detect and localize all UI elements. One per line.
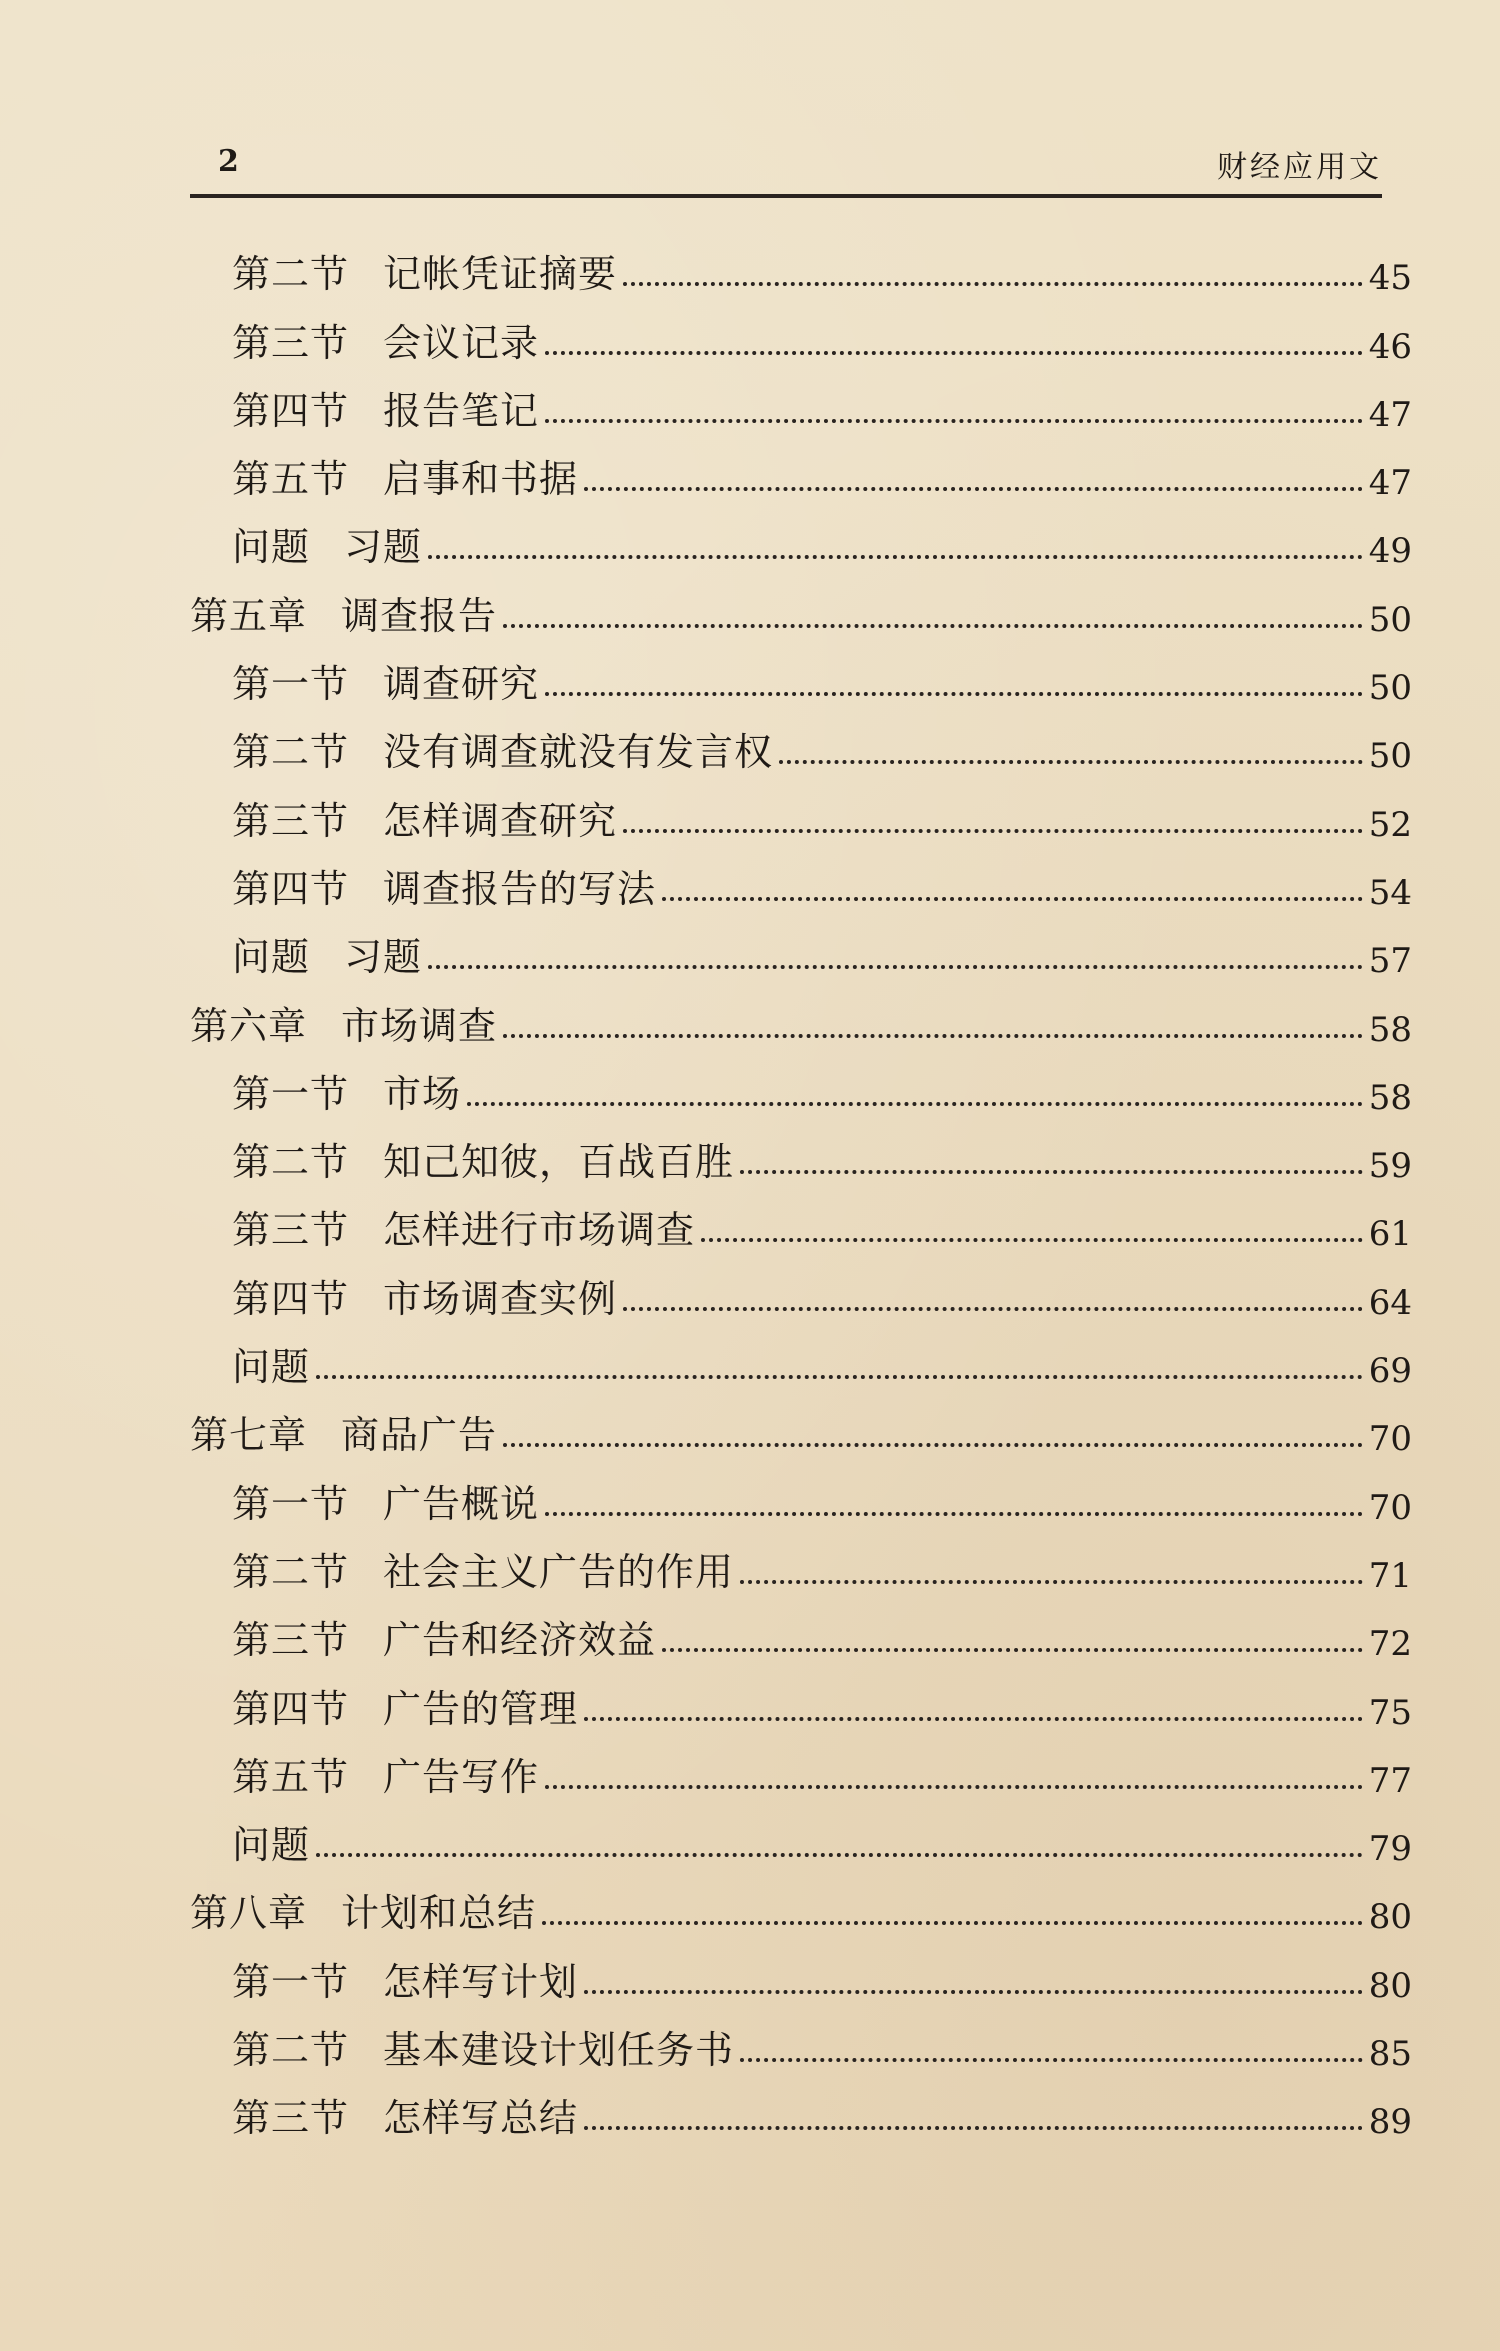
entry-number: 第一节 [232,1481,350,1526]
entry-title: 习题 [344,525,423,570]
toc-section-entry [190,435,1412,503]
entry-page-number: 71 [1368,1555,1412,1596]
entry-number: 第一节 [232,662,350,707]
dot-leader [545,691,1363,696]
toc-section-entry [190,640,1412,708]
toc-section-entry [190,230,1412,298]
entry-number: 第三节 [232,1208,350,1253]
entry-page-number: 70 [1368,1419,1412,1460]
dot-leader [623,281,1363,286]
entry-page-number: 85 [1368,2034,1412,2075]
entry-title: 怎样写计划 [383,1959,579,2004]
entry-page-number: 70 [1368,1487,1412,1528]
entry-number: 问题 [232,1823,311,1868]
dot-leader [545,350,1363,355]
entry-number: 第二节 [232,2028,350,2073]
entry-page-number: 77 [1368,1760,1412,1801]
entry-title: 商品广告 [341,1413,498,1458]
running-header [190,130,1382,198]
entry-title: 市场调查 [341,1003,498,1048]
entry-number: 第五节 [232,1754,350,1799]
entry-number: 问题 [232,935,311,980]
entry-title: 计划和总结 [341,1891,537,1936]
entry-page-number: 47 [1368,463,1412,504]
dot-leader [740,1169,1363,1174]
dot-leader [467,1101,1363,1106]
toc-section-entry [190,1050,1412,1118]
dot-leader [662,1647,1363,1652]
dot-leader [503,1033,1363,1038]
entry-number: 第二节 [232,730,350,775]
entry-title: 报告笔记 [383,388,540,433]
toc-section-entry [190,1937,1412,2005]
entry-title: 市场调查实例 [383,1276,618,1321]
dot-leader [316,1374,1363,1379]
toc-section-entry [190,1596,1412,1664]
toc-section-entry [190,913,1412,981]
entry-title: 基本建设计划任务书 [383,2028,735,2073]
entry-page-number: 54 [1368,872,1412,913]
entry-number: 第一节 [232,1959,350,2004]
entry-page-number: 47 [1368,394,1412,435]
entry-page-number: 50 [1368,599,1412,640]
entry-title: 怎样进行市场调查 [383,1208,696,1253]
toc-section-entry [190,1664,1412,1732]
book-title: 财经应用文 [1217,150,1382,185]
entry-title: 调查研究 [383,662,540,707]
dot-leader [740,2057,1363,2062]
toc-section-entry [190,1118,1412,1186]
entry-title: 广告概说 [383,1481,540,1526]
entry-page-number: 46 [1368,326,1412,367]
entry-number: 问题 [232,525,311,570]
entry-number: 第六章 [190,1003,308,1048]
toc-section-entry [190,1801,1412,1869]
toc-chapter-entry [190,1391,1412,1459]
entry-page-number: 64 [1368,1282,1412,1323]
toc-section-entry [190,503,1412,571]
entry-page-number: 45 [1368,258,1412,299]
toc-section-entry [190,298,1412,366]
entry-page-number: 50 [1368,736,1412,777]
entry-number: 第二节 [232,1549,350,1594]
entry-page-number: 59 [1368,1146,1412,1187]
dot-leader [584,1989,1363,1994]
entry-page-number: 49 [1368,531,1412,572]
dot-leader [779,759,1363,764]
dot-leader [545,1511,1363,1516]
entry-number: 第三节 [232,320,350,365]
entry-number: 第四节 [232,1686,350,1731]
dot-leader [545,418,1363,423]
dot-leader [428,554,1363,559]
entry-title: 怎样调查研究 [383,798,618,843]
toc-section-entry [190,845,1412,913]
toc-chapter-entry [190,571,1412,639]
toc-section-entry [190,1528,1412,1596]
entry-number: 第二节 [232,1140,350,1185]
entry-title: 广告的管理 [383,1686,579,1731]
entry-page-number: 58 [1368,1077,1412,1118]
entry-number: 第八章 [190,1891,308,1936]
toc-chapter-entry [190,981,1412,1049]
toc-section-entry [190,1254,1412,1322]
entry-number: 第三节 [232,798,350,843]
toc-section-entry [190,776,1412,844]
entry-page-number: 50 [1368,668,1412,709]
table-of-contents [190,230,1412,2142]
entry-number: 第四节 [232,1276,350,1321]
entry-page-number: 72 [1368,1624,1412,1665]
toc-section-entry [190,1733,1412,1801]
entry-page-number: 52 [1368,804,1412,845]
entry-number: 第四节 [232,388,350,433]
dot-leader [584,2125,1363,2130]
entry-page-number: 61 [1368,1214,1412,1255]
entry-number: 第七章 [190,1413,308,1458]
toc-chapter-entry [190,1869,1412,1937]
entry-number: 第五节 [232,457,350,502]
entry-page-number: 75 [1368,1692,1412,1733]
entry-page-number: 58 [1368,1009,1412,1050]
entry-title: 调查报告的写法 [383,866,657,911]
dot-leader [584,1716,1363,1721]
entry-title: 市场 [383,1071,462,1116]
dot-leader [316,1852,1363,1857]
entry-page-number: 80 [1368,1897,1412,1938]
toc-section-entry [190,1186,1412,1254]
entry-number: 第五章 [190,593,308,638]
page-number: 2 [218,144,239,179]
entry-number: 第二节 [232,252,350,297]
entry-number: 第一节 [232,1071,350,1116]
entry-title: 怎样写总结 [383,2096,579,2141]
toc-section-entry [190,1323,1412,1391]
entry-number: 问题 [232,1345,311,1390]
dot-leader [662,896,1363,901]
dot-leader [542,1920,1363,1925]
entry-page-number: 89 [1368,2102,1412,2143]
entry-number: 第四节 [232,866,350,911]
dot-leader [503,1442,1363,1447]
dot-leader [503,623,1363,628]
toc-section-entry [190,2006,1412,2074]
toc-section-entry [190,1459,1412,1527]
entry-number: 第三节 [232,2096,350,2141]
entry-title: 调查报告 [341,593,498,638]
dot-leader [584,486,1363,491]
entry-page-number: 57 [1368,941,1412,982]
entry-page-number: 80 [1368,1965,1412,2006]
entry-title: 广告写作 [383,1754,540,1799]
dot-leader [623,1306,1363,1311]
entry-title: 记帐凭证摘要 [383,252,618,297]
entry-page-number: 69 [1368,1351,1412,1392]
dot-leader [740,1579,1363,1584]
entry-title: 没有调查就没有发言权 [383,730,774,775]
entry-title: 广告和经济效益 [383,1618,657,1663]
entry-title: 启事和书据 [383,457,579,502]
entry-title: 知己知彼，百战百胜 [383,1140,735,1185]
dot-leader [428,964,1363,969]
toc-section-entry [190,367,1412,435]
entry-title: 会议记录 [383,320,540,365]
dot-leader [623,828,1363,833]
entry-title: 习题 [344,935,423,980]
toc-section-entry [190,708,1412,776]
entry-page-number: 79 [1368,1829,1412,1870]
entry-number: 第三节 [232,1618,350,1663]
dot-leader [545,1784,1363,1789]
toc-section-entry [190,2074,1412,2142]
entry-title: 社会主义广告的作用 [383,1549,735,1594]
dot-leader [701,1237,1363,1242]
